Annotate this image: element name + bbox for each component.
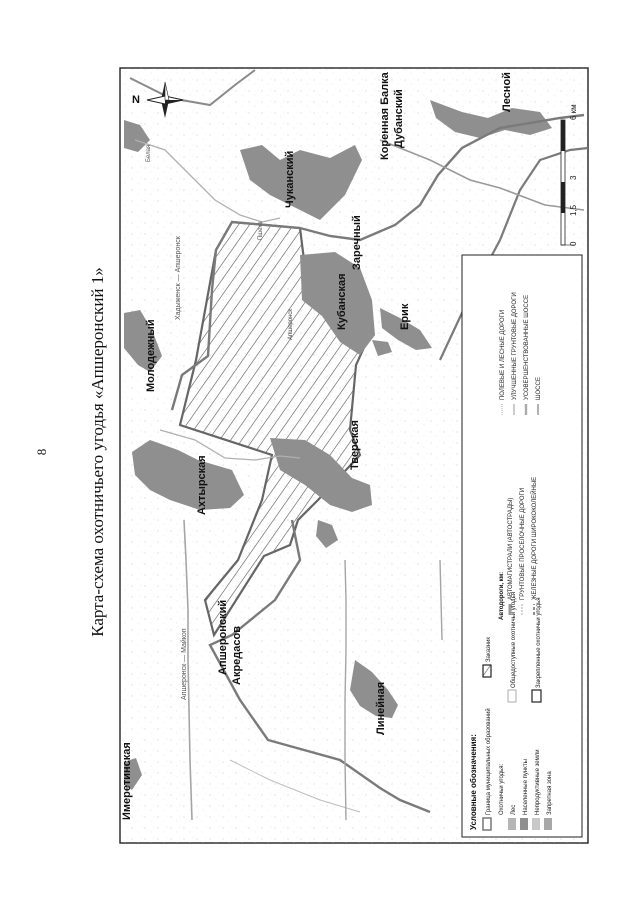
- legend-road-7: ШОССЕ: [536, 377, 542, 400]
- label-chukanskiy: Чуканский: [284, 150, 296, 208]
- label-korennaya-balka: Коренная Балка: [379, 72, 391, 160]
- legend-item-fixed: Закрепленные охотничьи угодья: [536, 597, 542, 688]
- scale-tick-2: 3: [569, 175, 578, 180]
- legend-item-zakaznik: Заказник: [486, 636, 492, 662]
- label-akhtyrskiy: Акредасов: [231, 626, 243, 685]
- legend-item-unproductive: Непродуктивные земли: [535, 749, 541, 815]
- legend-item-settlements: Населенные пункты: [523, 759, 529, 815]
- label-lesnoy: Лесной: [501, 72, 513, 112]
- label-molodezhny: Молодежный: [145, 319, 157, 392]
- page-title: Карта-схема охотничьего угодья «Апшеронский 1»: [88, 267, 107, 637]
- label-imeretinskaya: Имеретинская: [121, 742, 133, 820]
- river-label-belaya: Белая: [146, 144, 152, 162]
- legend-heading: Условные обозначения:: [469, 734, 478, 830]
- legend: [462, 255, 582, 837]
- legend-item-hunting: Охотничьи угодья:: [499, 763, 505, 815]
- legend-item-boundary: Граница муниципальных образований: [486, 708, 492, 815]
- legend-item-forbidden: Запретная зона: [547, 771, 553, 815]
- river-label-pshekha: Пшеха: [258, 221, 264, 240]
- label-zakaznik-name: Апшеронск: [288, 308, 294, 340]
- legend-road-1: АВТОМАГИСТРАЛИ (АВТОСТРАДЫ): [508, 497, 514, 600]
- scale-tick-1: 1,5: [569, 204, 578, 216]
- scale-tick-0: 0: [569, 241, 578, 246]
- legend-road-6: УСОВЕРШЕНСТВОВАННЫЕ ШОССЕ: [524, 294, 530, 400]
- legend-road-5: УЛУЧШЕННЫЕ ГРУНТОВЫЕ ДОРОГИ: [512, 292, 518, 400]
- legend-item-forest: Лес: [511, 804, 517, 815]
- legend-road-3: ЖЕЛЕЗНЫЕ ДОРОГИ ШИРОКОКОЛЕЙНЫЕ: [532, 476, 538, 600]
- legend-roads-heading: Автодороги, км:: [499, 571, 505, 620]
- label-apsheronsky: Апшеронский: [217, 599, 229, 675]
- label-tverskaya: Тверская: [349, 420, 361, 470]
- scale-tick-3: 6 км: [569, 104, 578, 120]
- legend-road-4: ПОЛЕВЫЕ И ЛЕСНЫЕ ДОРОГИ: [500, 309, 506, 400]
- label-erik: Ерик: [399, 303, 411, 330]
- label-kubanskaya: Кубанская: [336, 273, 348, 330]
- road-label-1: Хадыженск — Апшеронск: [175, 236, 182, 320]
- legend-item-public: Общедоступные охотничьи угодья: [511, 592, 517, 688]
- label-dubanskiy: Дубанский: [393, 89, 405, 148]
- page-number: 8: [34, 448, 49, 456]
- north-label: N: [132, 94, 140, 106]
- label-zarechny: Заречный: [351, 215, 363, 270]
- road-label-2: Апшеронск — Майкоп: [181, 628, 188, 700]
- label-porikaya: Ахтырская: [196, 455, 208, 515]
- legend-road-2: ГРУНТОВЫЕ ПРОСЕЛОЧНЫЕ ДОРОГИ: [520, 487, 526, 600]
- label-lineinaya: Линейная: [375, 681, 387, 735]
